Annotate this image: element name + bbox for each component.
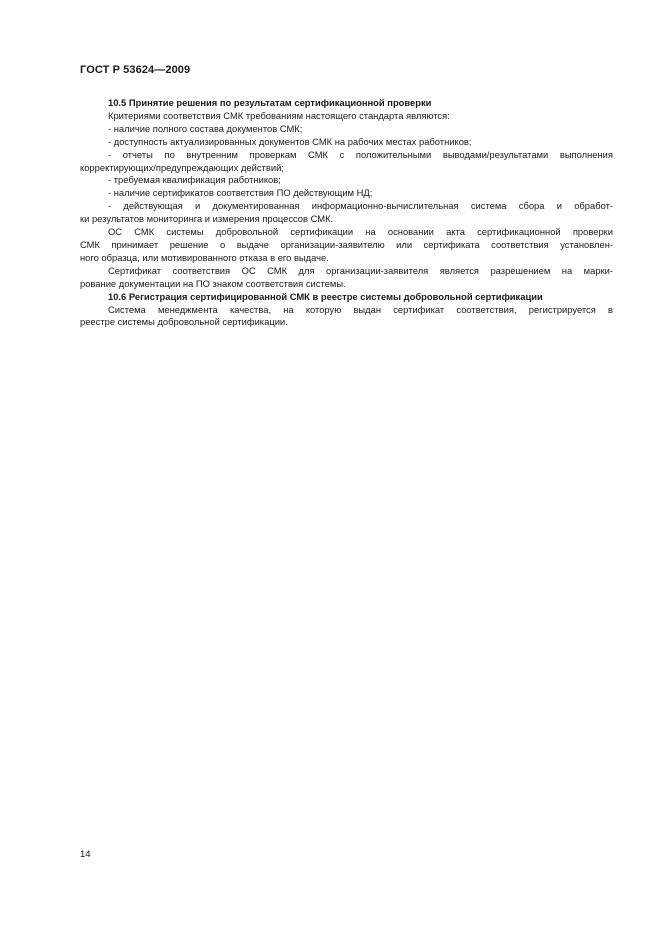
page-number: 14 [80,849,91,860]
criteria-item-continued: ки результатов мониторинга и измерения процессов СМК. [80,213,334,225]
paragraph-line: ного образца, или мотивированного отказа в его выдаче. [80,251,329,263]
criteria-item: - доступность актуализированных документов СМК на рабочих местах работников; [108,135,472,147]
criteria-item: - наличие полного состава документов СМК; [108,122,303,134]
section-10-6-title: 10.6 Регистрация сертифицированной СМК в реестре системы добровольной сертификации [108,290,543,302]
criteria-item: - требуемая квалификация работников; [108,174,281,186]
section-10-5-title: 10.5 Принятие решения по результатам сертификационной проверки [108,97,432,108]
criteria-item: - действующая и документированная информационно-вычислительная система сбора и обработ- [108,200,613,212]
paragraph-line: реестре системы добровольной сертификации. [80,316,288,328]
document-header: ГОСТ Р 53624—2009 [80,64,191,76]
paragraph-line: Система менеджмента качества, на которую выдан сертификат соответствия, регистрируется в [108,303,613,315]
paragraph-line: СМК принимает решение о выдаче организации-заявителю или сертификата соответствия установлен- [80,238,613,250]
paragraph-line: ОС СМК системы добровольной сертификации на основании акта сертификационной проверки [108,226,613,238]
criteria-item: - отчеты по внутренним проверкам СМК с положительными выводами/результатами выполнения [108,148,613,160]
paragraph-line: рование документации на ПО знаком соответствия системы. [80,277,346,289]
criteria-item: - наличие сертификатов соответствия ПО действующим НД; [108,187,373,199]
document-body [80,97,613,329]
paragraph-line: Сертификат соответствия ОС СМК для организации-заявителя является разрешением на марки- [108,264,613,276]
criteria-intro: Критериями соответствия СМК требованиям настоящего стандарта являются: [108,109,450,121]
criteria-item-continued: корректирующих/предупреждающих действий; [80,161,284,173]
